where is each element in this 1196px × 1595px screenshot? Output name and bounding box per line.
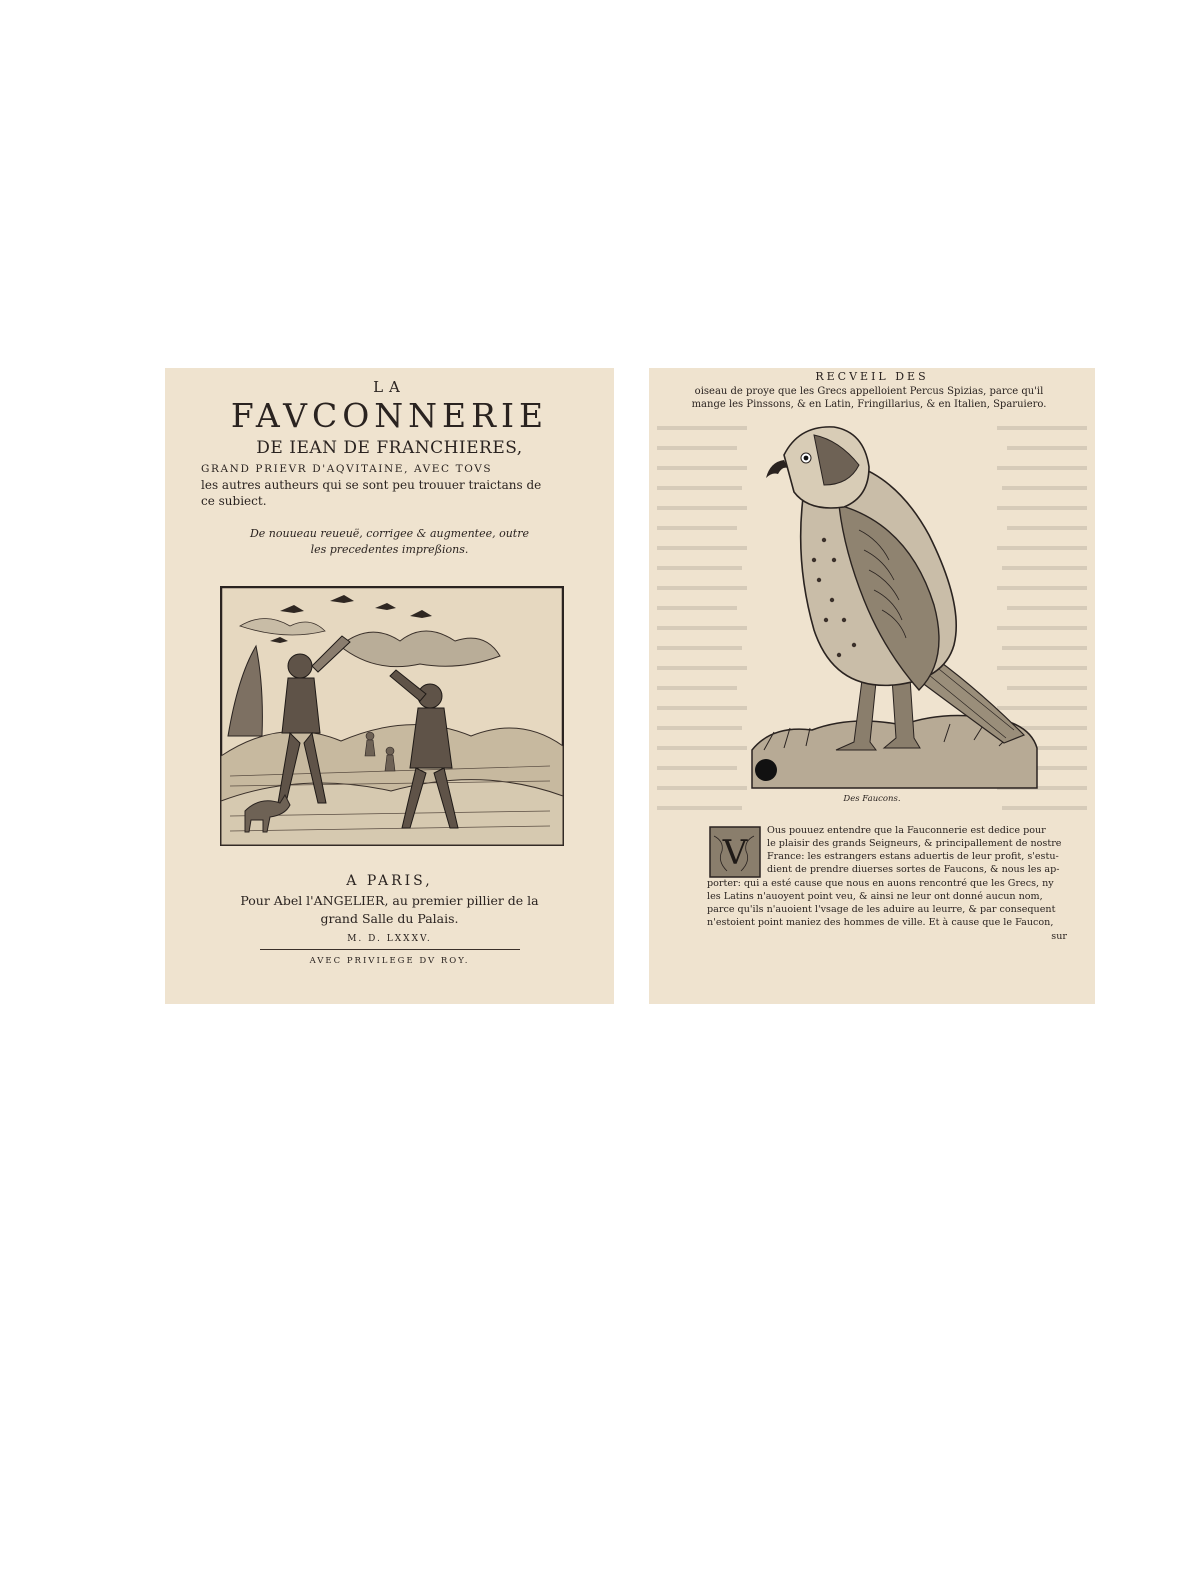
title-article: LA [373, 378, 406, 396]
imprint-publisher: Pour Abel l'ANGELIER, au premier pillier de la [240, 893, 539, 908]
subtitle-line-2: ce subiect. [201, 494, 267, 508]
body-line-5: porter: qui a esté cause que nous en auons rencontré que les Grecs, ny [707, 878, 1054, 889]
imprint-date: M. D. LXXXV. [347, 934, 432, 944]
top-text-line-2: mange les Pinssons, & en Latin, Fringillarius, & en Italien, Sparuiero. [691, 399, 1047, 410]
imprint-location: grand Salle du Palais. [320, 911, 459, 926]
body-line-1: Ous pouuez entendre que la Fauconnerie est dedice pour [767, 825, 1046, 836]
hunting-scene-woodcut [220, 586, 564, 846]
privilege-line: AVEC PRIVILEGE DV ROY. [309, 956, 470, 966]
svg-text:V: V [722, 833, 748, 873]
book-title: FAVCONNERIE [230, 396, 549, 435]
woodcut-caption: Des Faucons. [843, 794, 901, 804]
body-line-4: dient de prendre diuerses sortes de Faucons, & nous les ap- [767, 864, 1060, 875]
title-page [165, 368, 614, 1004]
subtitle-line-1: les autres autheurs qui se sont peu trouuer traictans de [201, 478, 542, 492]
rank-line: GRAND PRIEVR D'AQVITAINE, AVEC TOVS [201, 463, 493, 475]
top-text-line-1: oiseau de proye que les Grecs appelloient Percus Spizias, parce qu'il [694, 386, 1044, 397]
edition-note-2: les precedentes impreßions. [310, 543, 469, 556]
body-line-2: le plaisir des grands Seigneurs, & principallement de nostre [767, 838, 1062, 849]
body-line-6: les Latins n'auoyent point veu, & ainsi ne leur ont donné aucun nom, [707, 891, 1043, 902]
author-line: DE IEAN DE FRANCHIERES, [256, 438, 523, 458]
running-head: RECVEIL DES [815, 370, 929, 383]
body-line-7: parce qu'ils n'auoient l'vsage de les aduire au leurre, & par consequent [707, 904, 1056, 915]
imprint-city: A PARIS, [346, 873, 433, 889]
drop-cap-initial [709, 826, 761, 878]
falcon-woodcut [744, 420, 1044, 790]
falcon-page [649, 368, 1095, 1004]
imprint-rule [260, 949, 520, 950]
catchword: sur [1051, 931, 1067, 942]
body-line-8: n'estoient point maniez des hommes de ville. Et à cause que le Faucon, [707, 917, 1054, 928]
body-line-3: France: les estrangers estans aduertis de leur profit, s'estu- [767, 851, 1059, 862]
edition-note-1: De nouueau reueuë, corrigee & augmentee, outre [249, 527, 529, 540]
